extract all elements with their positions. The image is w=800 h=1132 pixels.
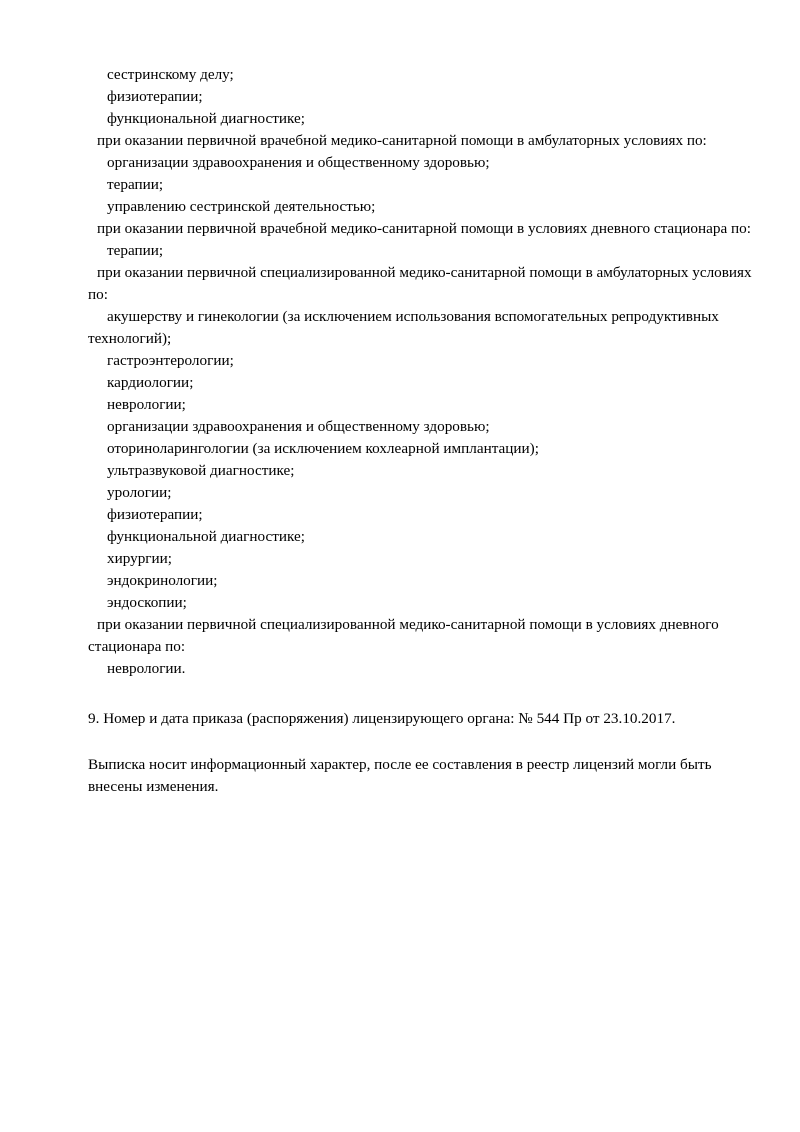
license-category-heading: при оказании первичной врачебной медико-санитарной помощи в амбулаторных условиях по: bbox=[97, 132, 707, 149]
license-list-item: ультразвуковой диагностике; bbox=[107, 462, 295, 479]
paragraph-spacer bbox=[88, 680, 760, 708]
license-list-item: терапии; bbox=[107, 242, 164, 259]
clause-9-order-number-and-date: 9. Номер и дата приказа (распоряжения) лицензирующего органа: № 544 Пр от 23.10.2017. bbox=[88, 710, 676, 727]
license-list-item: организации здравоохранения и общественному здоровью; bbox=[107, 154, 490, 171]
license-category-heading: при оказании первичной специализированной медико-санитарной помощи в амбулаторных условиях по: bbox=[88, 264, 752, 303]
license-list-item: физиотерапии; bbox=[107, 506, 203, 523]
document-body bbox=[88, 64, 760, 798]
paragraph-spacer bbox=[88, 730, 760, 754]
license-list-item: управлению сестринской деятельностью; bbox=[107, 198, 376, 215]
license-list-item: акушерству и гинекологии (за исключением использования вспомогательных репродуктивных технологий); bbox=[88, 308, 719, 347]
license-list-item: организации здравоохранения и общественному здоровью; bbox=[107, 418, 490, 435]
license-list-item: эндоскопии; bbox=[107, 594, 187, 611]
license-list-item: урологии; bbox=[107, 484, 172, 501]
informational-disclaimer: Выписка носит информационный характер, после ее составления в реестр лицензий могли быть внесены изменения. bbox=[88, 756, 712, 795]
license-list-item-last: неврологии. bbox=[107, 660, 186, 677]
license-list-item: эндокринологии; bbox=[107, 572, 218, 589]
license-list-item: гастроэнтерологии; bbox=[107, 352, 234, 369]
license-list-item: сестринскому делу; bbox=[107, 66, 234, 83]
license-list-item: физиотерапии; bbox=[107, 88, 203, 105]
license-category-heading: при оказании первичной врачебной медико-санитарной помощи в условиях дневного стационара по: bbox=[97, 220, 751, 237]
license-list-item: оториноларингологии (за исключением кохлеарной имплантации); bbox=[107, 440, 539, 457]
license-list-item: неврологии; bbox=[107, 396, 186, 413]
license-list-item: функциональной диагностике; bbox=[107, 110, 305, 127]
license-list-item: терапии; bbox=[107, 176, 164, 193]
license-list-item: хирургии; bbox=[107, 550, 173, 567]
license-category-heading: при оказании первичной специализированной медико-санитарной помощи в условиях дневного стационара по: bbox=[88, 616, 719, 655]
license-list-item: функциональной диагностике; bbox=[107, 528, 305, 545]
license-list-item: кардиологии; bbox=[107, 374, 194, 391]
